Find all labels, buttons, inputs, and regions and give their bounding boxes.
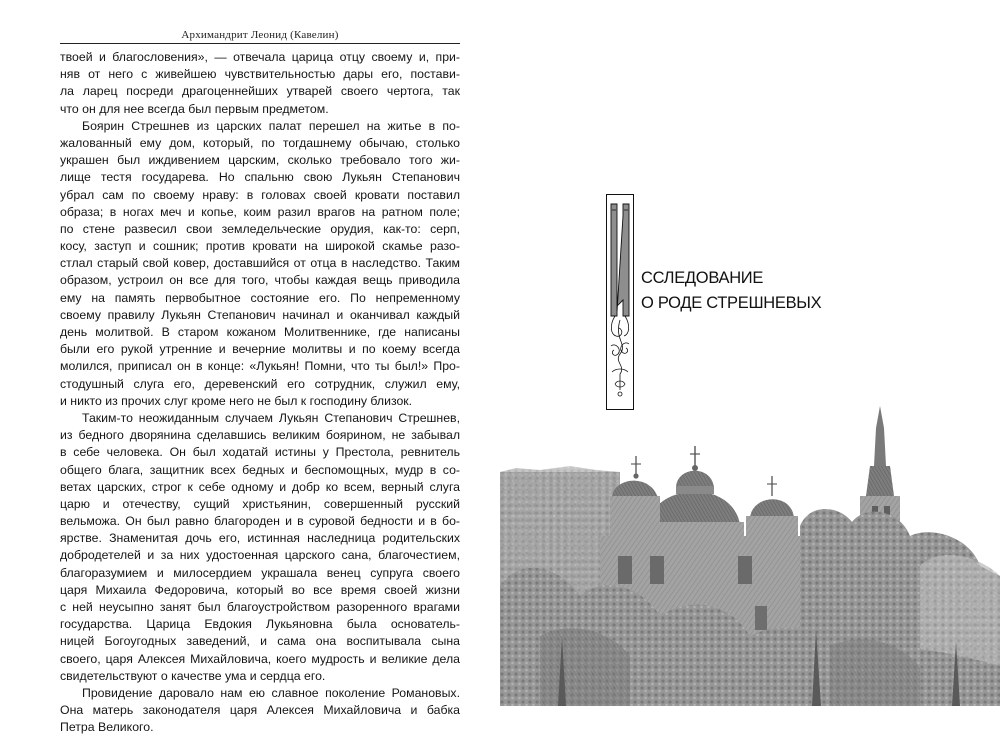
text-line: и никто из прочих слуг кроме него не был к господину близок.	[60, 393, 413, 408]
text-line: общего блага, защитник всех бедных и беспомощных, мудр в со-	[60, 462, 460, 477]
text-line: благоразумием и милосердием украшала венец супруга своего	[60, 565, 460, 580]
text-line: стодушный слуга его, деревенский его сотрудник, служил ему,	[60, 376, 460, 391]
text-line: свидетельствуют о качестве ума и сердца его.	[60, 668, 326, 683]
text-line: что он для нее всегда был первым предметом.	[60, 101, 329, 116]
text-line: ему на память первобытное состояние его. По непременному	[60, 290, 460, 305]
text-line: няв от него с живейшею чувствительностью дары его, постави-	[60, 67, 460, 82]
running-head: Архимандрит Леонид (Кавелин)	[181, 29, 339, 41]
text-line: день молитвой. В старом кожаном Молитвеннике, где написаны	[60, 325, 460, 339]
text-line: Боярин Стрешнев из царских палат перешел на житье в по-	[82, 118, 460, 133]
text-line: образом, устроил он все для того, чтобы каждая вещь приводила	[60, 273, 460, 288]
chapter-title-line-1: ССЛЕДОВАНИЕ	[641, 269, 764, 287]
text-line: молился, приписал он в конце: «Лукьян! Помни, что ты был!» Про-	[60, 359, 460, 374]
chapter-title	[641, 266, 901, 316]
ornamental-initial-icon	[606, 194, 634, 410]
text-line: Таким-то неожиданным случаем Лукьян Степанович Стрешнев,	[82, 410, 460, 425]
text-line: с ней неусыпно занят был благоустройством разоренного врагами	[60, 600, 460, 614]
text-line: своему правилу Лукьян Степанович начинал и оканчивал каждый	[60, 307, 460, 322]
left-page	[0, 0, 500, 735]
text-line: ла ларец посреди драгоценнейших утварей своего чертога, так	[60, 84, 460, 99]
body-text	[60, 49, 460, 737]
text-line: в себе человека. Он был ходатай истины у Престола, ревнитель	[60, 445, 460, 460]
running-head-rule	[60, 43, 460, 44]
text-line: государства. Царица Евдокия Лукьяновна была основатель-	[60, 617, 460, 632]
text-line: Она матерь законодателя царя Алексея Михайловича и бабка	[60, 703, 460, 718]
text-line: царю и отечеству, сущий христьянин, совершенный русский	[60, 496, 460, 511]
text-line: по стене развесил свои земледельческие орудия, как-то: серп,	[60, 221, 460, 236]
chapter-title-line-2: О РОДЕ СТРЕШНЕВЫХ	[641, 294, 822, 312]
text-line: лище тестя государева. Но спальню свою Лукьян Степанович	[60, 170, 460, 185]
text-line: Петра Великого.	[60, 720, 154, 735]
text-line: украшен был иждивением царским, сколько требовало того жи-	[60, 153, 460, 168]
text-line: вельможа. Он был равно благороден и в суровой бедности и в бо-	[60, 514, 460, 529]
text-line: ветах царских, строг к себе одному и добр ко всем, верный слуга	[60, 479, 460, 494]
text-line: царя Михаила Федоровича, который во все время своей жизни	[60, 582, 460, 597]
text-line: жалованный ему дом, который, по тогдашнему обычаю, столько	[60, 135, 460, 150]
text-line: косу, заступ и сошник; против кровати на широкой скамье разо-	[60, 239, 460, 254]
text-line: своего, царя Алексея Михайловича, коего мудрость и великие дела	[60, 651, 460, 666]
text-line: были его рукой утренние и вечерние молитвы и по коему всегда	[60, 342, 460, 357]
text-line: стлал старый свой ковер, доставшийся от отца в наследство. Таким	[60, 256, 460, 271]
right-page	[500, 0, 1000, 706]
text-line: убрал сам по своему нраву: в головах своей кровати поставил	[60, 187, 460, 202]
text-line: твоей и благословения», — отвечала царица отцу своему и, при-	[60, 50, 460, 64]
text-line: из бедного дворянина сделавшись великим боярином, не забывал	[60, 428, 460, 443]
text-line: ницей Богоугодных заведений, и сама она воспитывала сына	[60, 634, 460, 649]
text-line: Провидение даровало нам ею славное поколение Романовых.	[82, 685, 460, 700]
church-illustration-icon	[500, 406, 1000, 706]
text-line: ярстве. Знаменитая дочь его, истинная наследница родительских	[60, 531, 460, 546]
text-line: образа; в ногах меч и копье, коим разил врагов на ратном поле;	[60, 204, 460, 219]
text-line: добродетелей и за них удостоенная царского сана, благочестием,	[60, 548, 460, 563]
